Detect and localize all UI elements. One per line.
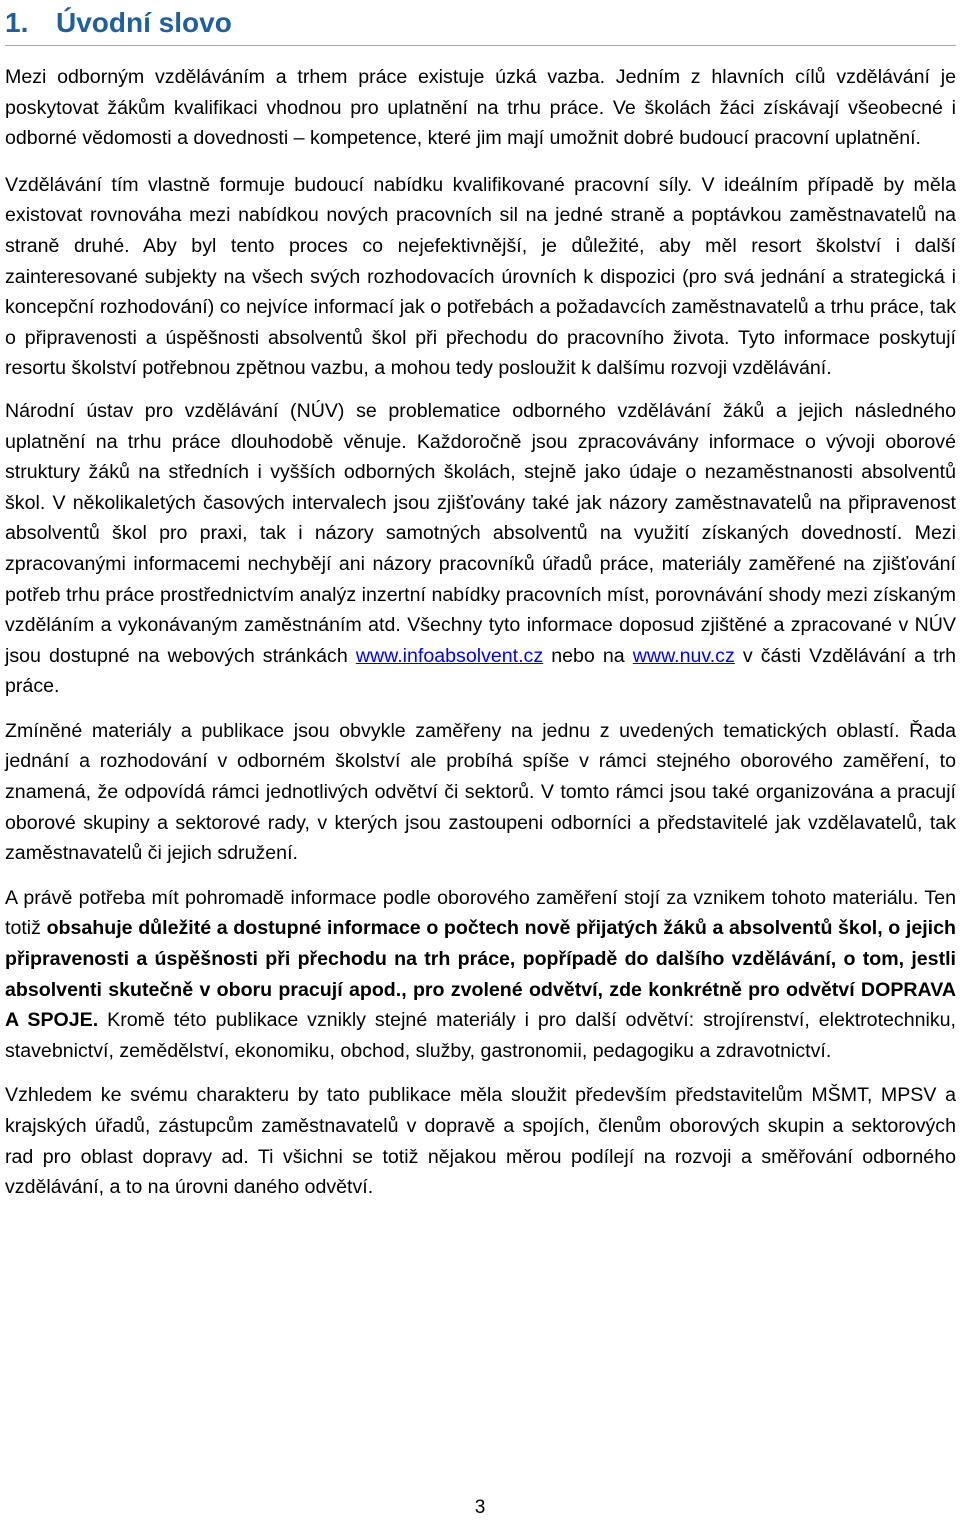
document-page	[5, 0, 956, 1203]
paragraph-3-text-a: Národní ústav pro vzdělávání (NÚV) se problematice odborného vzdělávání žáků a jejich následného uplatnění na trhu práce dlouhodobě věnuje. Každoročně jsou zpracovávány informace o vývoji oborové struktury žáků na středních i vyšších odborných školách, stejně jako údaje o nezaměstnanosti absolventů škol. V několikaletých časových intervalech jsou zjišťovány také jak názory zaměstnavatelů na připravenost absolventů škol pro praxi, tak i názory samotných absolventů na využití získaných dovedností. Mezi zpracovanými informacemi nechybějí ani názory pracovníků úřadů práce, materiály zaměřené na zjišťování potřeb trhu práce prostřednictvím analýz inzertní nabídky pracovních míst, porovnávání shody mezi získaným vzděláním a vykonávaným zaměstnáním atd. Všechny tyto informace doposud zjištěné a zpracované v NÚV jsou dostupné na webových stránkách	[5, 399, 956, 667]
paragraph-3	[5, 396, 956, 702]
paragraph-1: Mezi odborným vzděláváním a trhem práce existuje úzká vazba. Jedním z hlavních cílů vzdělávání je poskytovat žákům kvalifikaci vhodnou pro uplatnění na trhu práce. Ve školách žáci získávají všeobecné i odborné vědomosti a dovednosti – kompetence, které jim mají umožnit dobré budoucí pracovní uplatnění.	[5, 66, 956, 150]
paragraph-2: Vzdělávání tím vlastně formuje budoucí nabídku kvalifikované pracovní síly. V ideálním případě by měla existovat rovnováha mezi nabídkou nových pracovních sil na jedné straně a poptávkou zaměstnavatelů na straně druhé. Aby byl tento proces co nejefektivnější, je důležité, aby měl resort školství i další zainteresované subjekty na všech svých rozhodovacích úrovních k dispozici (pro svá jednání a strategická i koncepční rozhodování) co nejvíce informací jak o potřebách a požadavcích zaměstnavatelů a trhu práce, tak o připravenosti a úspěšnosti absolventů škol při přechodu do pracovního života. Tyto informace poskytují resortu školství potřebnou zpětnou vazbu, a mohou tedy posloužit k dalšímu rozvoji vzdělávání.	[5, 173, 956, 380]
infoabsolvent-link[interactable]: www.infoabsolvent.cz	[355, 644, 544, 667]
section-heading	[5, 0, 956, 46]
nuv-link[interactable]: www.nuv.cz	[632, 644, 735, 667]
paragraph-5-bold: obsahuje důležité a dostupné informace o počtech nově přijatých žáků a absolventů škol, o jejich připravenosti a úspěšnosti při přechodu na trh práce, popřípadě do dalšího vzdělávání, o tom, jestli absolventi skutečně v oboru pracují apod., pro zvolené odvětví, zde konkrétně pro odvětví DOPRAVA A SPOJE.	[5, 917, 956, 1032]
paragraph-3-text-b: nebo na	[551, 644, 625, 667]
heading-number: 1.	[5, 7, 29, 38]
paragraph-5-text-a: A právě potřeba mít pohromadě informace podle oborového zaměření stojí za vznikem tohoto materiálu. Ten totiž	[5, 886, 956, 940]
page-number: 3	[474, 1497, 486, 1518]
paragraph-5	[5, 883, 956, 1067]
heading-title: Úvodní slovo	[56, 7, 232, 38]
paragraph-5-text-b: Kromě této publikace vznikly stejné materiály i pro další odvětví: strojírenství, elektrotechniku, stavebnictví, zemědělství, ekonomiku, obchod, služby, gastronomii, pedagogiku a zdravotnictví.	[5, 1009, 957, 1062]
paragraph-6: Vzhledem ke svému charakteru by tato publikace měla sloužit především představitelům MŠMT, MPSV a krajských úřadů, zástupcům zaměstnavatelů v dopravě a spojích, členům oborových skupin a sektorových rad pro oblast dopravy ad. Ti všichni se totiž nějakou měrou podílejí na rozvoji a směřování odborného vzdělávání, a to na úrovni daného odvětví.	[5, 1084, 956, 1199]
paragraph-4: Zmíněné materiály a publikace jsou obvykle zaměřeny na jednu z uvedených tematických oblastí. Řada jednání a rozhodování v odborném školství ale probíhá spíše v rámci stejného oborového zaměření, to znamená, že odpovídá rámci jednotlivých odvětví či sektorů. V tomto rámci jsou také organizována a pracují oborové skupiny a sektorové rady, v kterých jsou zastoupeni odborníci a představitelé jak vzdělavatelů, tak zaměstnavatelů či jejich sdružení.	[5, 719, 956, 865]
paragraph-3-text-c: v části Vzdělávání a trh práce.	[5, 644, 956, 698]
